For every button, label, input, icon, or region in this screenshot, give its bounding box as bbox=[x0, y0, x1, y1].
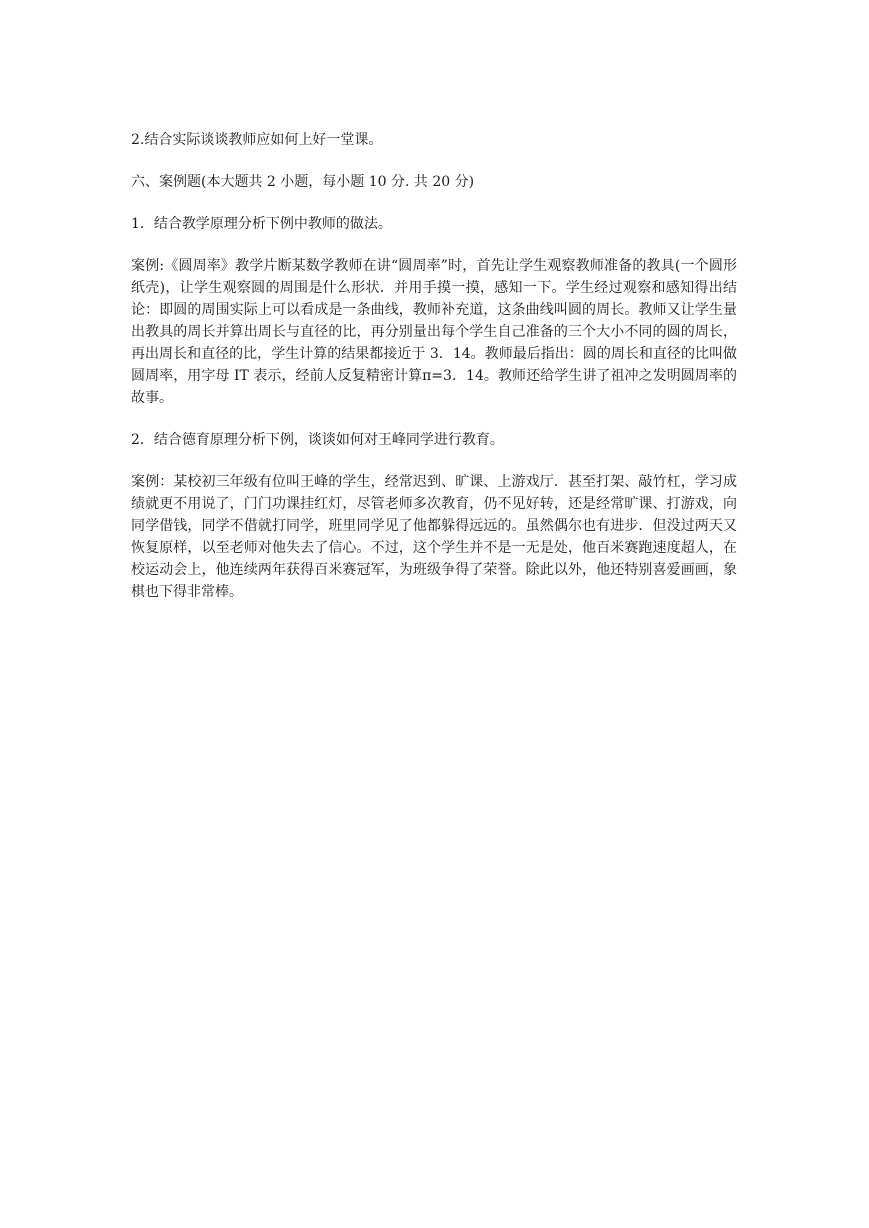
document-body bbox=[131, 129, 737, 603]
case-question-1: 1．结合教学原理分析下例中教师的做法。 bbox=[131, 216, 392, 232]
question-2-prompt: 2.结合实际谈谈教师应如何上好一堂课。 bbox=[131, 132, 383, 148]
section-6-heading: 六、案例题(本大题共 2 小题，每小题 10 分. 共 20 分) bbox=[131, 174, 475, 190]
case-question-2: 2．结合德育原理分析下例，谈谈如何对王峰同学进行教育。 bbox=[131, 432, 504, 448]
case-question-2-body: 案例：某校初三年级有位叫王峰的学生，经常迟到、旷课、上游戏厅．甚至打架、敲竹杠，学习成绩就更不用说了，门门功课挂红灯，尽管老师多次教育，仍不见好转，还是经常旷课、打游戏，向同学借钱，同学不借就打同学，班里同学见了他都躲得远远的。虽然偶尔也有进步．但没过两天又恢复原样，以至老师对他失去了信心。不过，这个学生并不是一无是处，他百米赛跑速度超人，在校运动会上，他连续两年获得百米赛冠军，为班级争得了荣誉。除此以外，他还特别喜爱画画，象棋也下得非常棒。 bbox=[131, 474, 737, 600]
case-question-1-body: 案例:《圆周率》教学片断某数学教师在讲“圆周率”时，首先让学生观察教师准备的教具(一个圆形纸壳)，让学生观察圆的周围是什么形状．并用手摸一摸，感知一下。学生经过观察和感知得出结论：即圆的周围实际上可以看成是一条曲线，教师补充道，这条曲线叫圆的周长。教师又让学生量出教具的周长并算出周长与直径的比，再分别量出每个学生自己准备的三个大小不同的圆的周长，再出周长和直径的比，学生计算的结果都接近于 3．14。教师最后指出：圆的周长和直径的比叫做圆周率，用字母 IT 表示，经前人反复精密计算π=3．14。教师还给学生讲了祖冲之发明圆周率的故事。 bbox=[131, 258, 737, 406]
